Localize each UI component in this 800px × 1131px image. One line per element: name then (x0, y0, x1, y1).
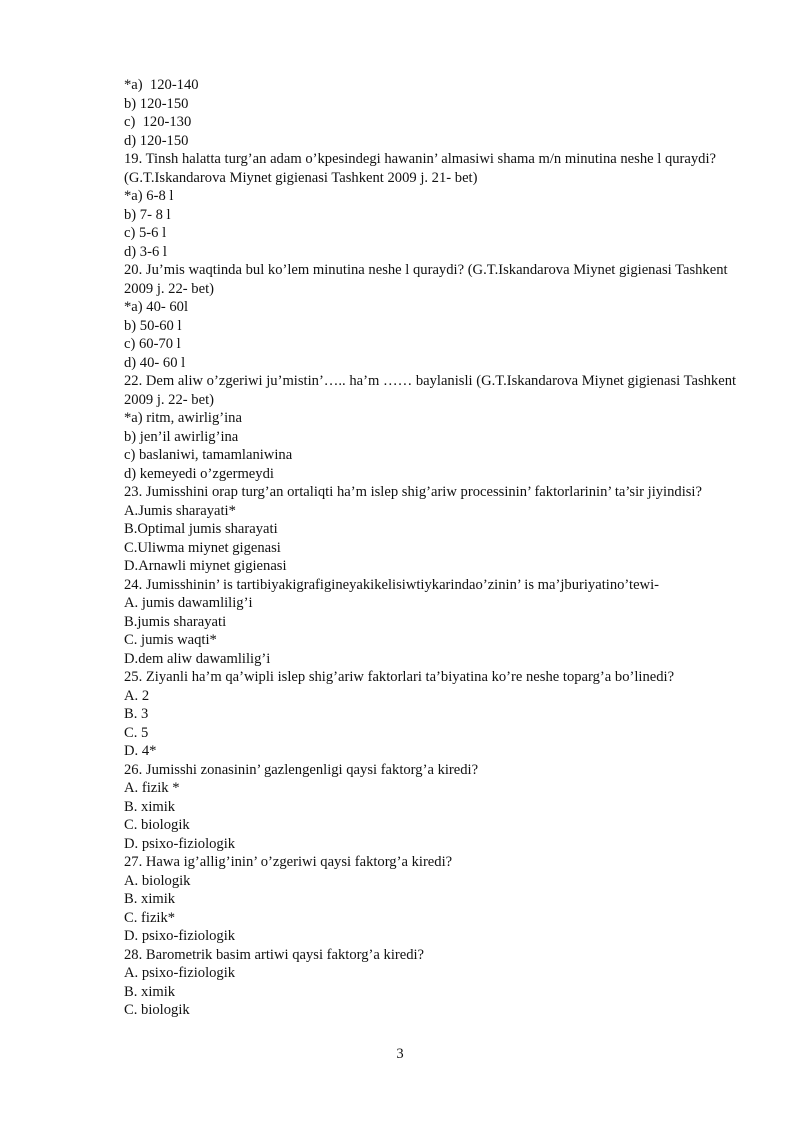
question-22: 22. Dem aliw o’zgeriwi ju’mistin’….. ha’m …… baylanisli (G.T.Iskandarova Miynet gigienasi Tashkent 2009 j. 22- bet) (124, 373, 740, 408)
answer-option: A. jumis dawamlilig’i (124, 595, 253, 611)
answer-option: d) kemeyedi o’zgermeydi (124, 465, 274, 482)
answer-option: B.jumis sharayati (124, 613, 227, 630)
answer-option: A.Jumis sharayati* (124, 502, 236, 519)
question-19: 19. Tinsh halatta turg’an adam o’kpesindegi hawanin’ almasiwi shama m/n minutina neshe l quraydi? (G.T.Iskandarova Miynet gigienasi Tashkent 2009 j. 21- bet) (124, 151, 720, 186)
answer-option: C.Uliwma miynet gigenasi (124, 539, 281, 556)
question-20: 20. Ju’mis waqtinda bul ko’lem minutina neshe l quraydi? (G.T.Iskandarova Miynet gigienasi Tashkent 2009 j. 22- bet) (124, 262, 732, 297)
answer-option: D. 4* (124, 743, 157, 759)
answer-option: *a) 40- 60l (124, 299, 189, 315)
answer-option: A. fizik * (124, 780, 180, 796)
question-28: 28. Barometrik basim artiwi qaysi faktorg’a kiredi? (124, 946, 425, 963)
answer-option: D. psixo-fiziologik (124, 928, 236, 944)
answer-option: C. biologik (124, 817, 190, 833)
answer-option: C. jumis waqti* (124, 632, 217, 648)
answer-option: B. 3 (124, 706, 149, 722)
answer-option: c) 60-70 l (124, 336, 181, 352)
answer-option: *a) 120-140 (124, 77, 199, 93)
page-number: 3 (396, 1046, 404, 1062)
answer-option: C. biologik (124, 1002, 190, 1018)
answer-option: A. psixo-fiziologik (124, 965, 236, 981)
question-26: 26. Jumisshi zonasinin’ gazlengenligi qaysi faktorg’a kiredi? (124, 761, 479, 778)
question-23: 23. Jumisshini orap turg’an ortaliqti ha’m islep shig’ariw processinin’ faktorlarinin’ ta’sir jiyindisi? (124, 484, 702, 500)
answer-option: D. psixo-fiziologik (124, 835, 236, 852)
answer-option: b) jen’il awirlig’ina (124, 428, 239, 445)
question-27: 27. Hawa ig’allig’inin’ o’zgeriwi qaysi faktorg’a kiredi? (124, 854, 453, 870)
answer-option: A. 2 (124, 687, 150, 704)
answer-option: D.dem aliw dawamlilig’i (124, 650, 271, 667)
question-24: 24. Jumisshinin’ is tartibiyakigrafigineyakikelisiwtiykarindao’zinin’ is ma’jburiyatino’tewi- (124, 576, 659, 593)
answer-option: c) 120-130 (124, 114, 192, 130)
answer-option: B. ximik (124, 983, 176, 1000)
answer-option: d) 120-150 (124, 132, 189, 149)
answer-option: C. 5 (124, 724, 149, 741)
answer-option: *a) ritm, awirlig’ina (124, 410, 242, 426)
answer-option: c) baslaniwi, tamamlaniwina (124, 447, 293, 463)
answer-option: C. fizik* (124, 909, 176, 926)
answer-option: *a) 6-8 l (124, 188, 174, 204)
answer-option: d) 40- 60 l (124, 354, 186, 371)
answer-option: b) 50-60 l (124, 317, 182, 334)
answer-option: B. ximik (124, 798, 176, 815)
answer-option: c) 5-6 l (124, 225, 167, 241)
answer-option: b) 7- 8 l (124, 206, 171, 223)
question-25: 25. Ziyanli ha’m qa’wipli islep shig’ariw faktorlari ta’biyatina ko’re neshe toparg’a bo’linedi? (124, 669, 675, 685)
answer-option: B.Optimal jumis sharayati (124, 521, 278, 537)
answer-option: d) 3-6 l (124, 243, 167, 260)
answer-option: A. biologik (124, 872, 191, 889)
document-body (124, 76, 744, 1020)
answer-option: B. ximik (124, 891, 176, 907)
answer-option: b) 120-150 (124, 95, 189, 112)
answer-option: D.Arnawli miynet gigienasi (124, 558, 287, 574)
